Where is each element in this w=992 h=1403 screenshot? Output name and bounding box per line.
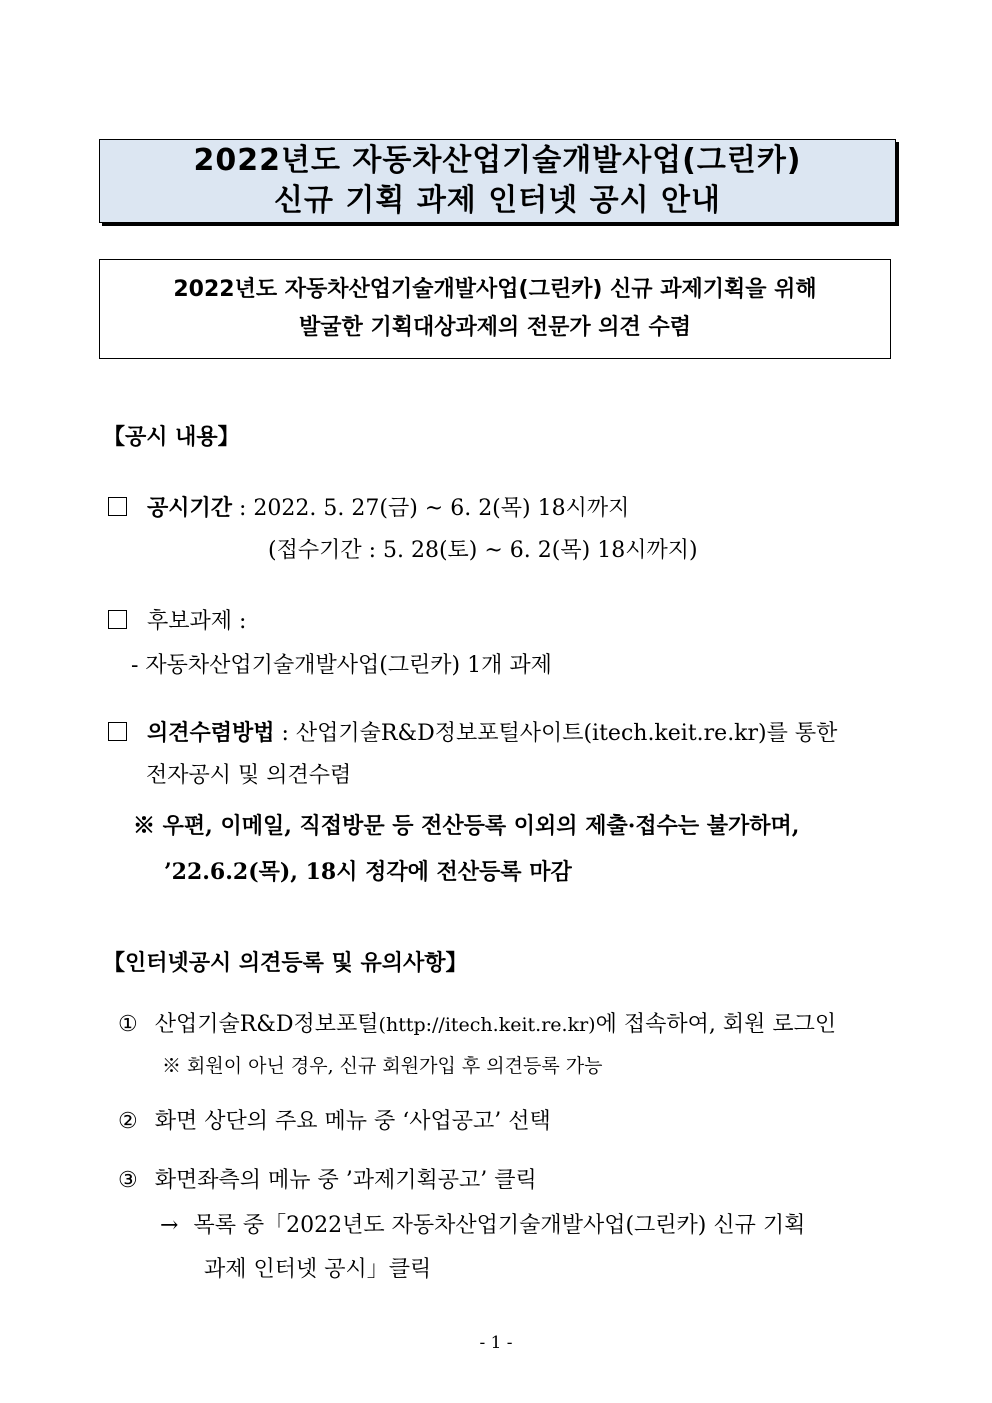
candidate-item: - 자동차산업기술개발사업(그린카) 1개 과제 <box>131 653 552 678</box>
step-1-note: ※ 회원이 아닌 경우, 신규 회원가입 후 의견등록 가능 <box>162 1055 603 1077</box>
checkbox-icon <box>108 722 127 741</box>
feedback-method <box>108 716 837 747</box>
checkbox-icon <box>108 610 127 629</box>
summary-box <box>99 259 891 359</box>
candidate-label: 후보과제 : <box>147 609 247 634</box>
document-title-line-2: 신규 기획 과제 인터넷 공시 안내 <box>274 183 721 218</box>
section-heading-registration: 【인터넷공시 의견등록 및 유의사항】 <box>103 951 468 976</box>
step-1-number: ① <box>118 1012 138 1037</box>
right-arrow-icon: → <box>160 1213 179 1238</box>
summary-line-2: 발굴한 기획대상과제의 전문가 의견 수렴 <box>299 315 691 340</box>
document-title-line-1: 2022년도 자동차산업기술개발사업(그린카) <box>193 143 802 178</box>
step-3-text: 화면좌측의 메뉴 중 ’과제기획공고’ 클릭 <box>154 1168 537 1193</box>
step-1-text-2: 에 접속하여, 회원 로그인 <box>595 1012 837 1037</box>
method-continuation: 전자공시 및 의견수렴 <box>146 763 352 788</box>
page-number: - 1 - <box>479 1333 513 1353</box>
candidate-projects <box>108 604 246 635</box>
step-3-sub-line-1 <box>160 1208 805 1239</box>
step-1-text: 산업기술R&D정보포털 <box>154 1012 379 1037</box>
step-2-number: ② <box>118 1109 138 1134</box>
step-1-url: (http://itech.keit.re.kr) <box>378 1014 596 1036</box>
notice-line-2: ’22.6.2(목), 18시 정각에 전산등록 마감 <box>164 859 572 885</box>
step-3-number: ③ <box>118 1168 138 1193</box>
section-heading-announcement: 【공시 내용】 <box>103 425 240 450</box>
method-label: 의견수렴방법 <box>147 720 275 746</box>
step-1 <box>118 1007 836 1038</box>
submission-period: (접수기간 : 5. 28(토) ~ 6. 2(목) 18시까지) <box>268 538 698 563</box>
period-value: : 2022. 5. 27(금) ~ 6. 2(목) 18시까지 <box>232 496 630 521</box>
step-2-text: 화면 상단의 주요 메뉴 중 ‘사업공고’ 선택 <box>154 1109 551 1134</box>
announcement-period <box>108 491 629 522</box>
step-2 <box>118 1104 551 1135</box>
document-title-box <box>99 139 896 223</box>
step-3-sub-line-2: 과제 인터넷 공시」클릭 <box>204 1257 432 1282</box>
notice-line-1: ※ 우편, 이메일, 직접방문 등 전산등록 이외의 제출·접수는 불가하며, <box>133 813 800 839</box>
method-value: : 산업기술R&D정보포털사이트(itech.keit.re.kr)를 통한 <box>274 721 838 746</box>
summary-line-1: 2022년도 자동차산업기술개발사업(그린카) 신규 과제기획을 위해 <box>173 277 817 302</box>
step-3-sub-text-1: 목록 중「2022년도 자동차산업기술개발사업(그린카) 신규 기획 <box>193 1213 806 1238</box>
checkbox-icon <box>108 497 127 516</box>
step-3 <box>118 1163 537 1194</box>
period-label: 공시기간 <box>147 495 233 521</box>
